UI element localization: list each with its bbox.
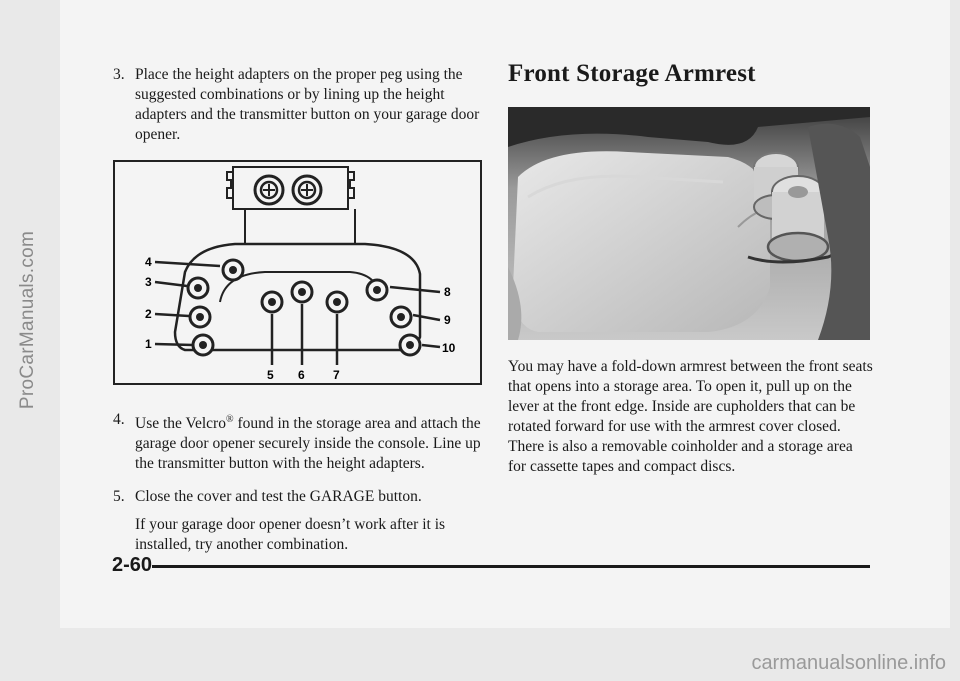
- transmitter-block: [233, 167, 348, 209]
- step-4-text-after: found in the storage area and attach the garage door opener securely inside the console. Line up the transmitter button with the height adapters.: [135, 415, 481, 473]
- diagram-label-2: 2: [145, 307, 152, 321]
- cupholder-right: [768, 176, 828, 261]
- step-4: [113, 410, 483, 474]
- diagram-label-8: 8: [444, 285, 451, 299]
- adapter-diagram-svg: [115, 162, 480, 383]
- transmitter-button-left: [255, 176, 283, 204]
- step-3-text: Place the height adapters on the proper peg using the suggested combinations or by lining up the height adapters and the transmitter button on your garage door opener.: [135, 66, 480, 143]
- diagram-label-7: 7: [333, 368, 340, 382]
- diagram-label-6: 6: [298, 368, 305, 382]
- step-5-number: 5.: [113, 488, 125, 505]
- step-4-text: [135, 410, 483, 474]
- bottom-watermark: carmanualsonline.info: [751, 652, 946, 674]
- page-number: 2-60: [112, 554, 153, 576]
- transmitter-button-right: [293, 176, 321, 204]
- height-adapter-diagram: [113, 160, 482, 385]
- step-3: [113, 65, 483, 145]
- diagram-label-9: 9: [444, 313, 451, 327]
- diagram-label-10: 10: [442, 341, 456, 355]
- step-4-number: 4.: [113, 411, 125, 428]
- step-4-text-before: Use the Velcro: [135, 415, 226, 433]
- step-5: [113, 487, 483, 507]
- section-heading: Front Storage Armrest: [508, 60, 756, 87]
- step-3-number: 3.: [113, 66, 125, 83]
- step-5-text: Close the cover and test the GARAGE button.: [135, 488, 422, 505]
- armrest-photo: [508, 107, 870, 340]
- side-watermark-text: ProCarManuals.com: [17, 230, 38, 410]
- armrest-photo-illustration: [508, 107, 870, 340]
- troubleshoot-note: If your garage door opener doesn’t work after it is installed, try another combination.: [135, 516, 446, 553]
- footer-rule: [152, 565, 870, 568]
- diagram-label-5: 5: [267, 368, 274, 382]
- diagram-label-1: 1: [145, 337, 152, 351]
- registered-mark: ®: [225, 414, 234, 425]
- diagram-label-4: 4: [145, 255, 152, 269]
- armrest-description: You may have a fold-down armrest between the front seats that opens into a storage area. To open it, pull up on the lever at the front edge. Inside are cupholders that can be rotated forward for use with the armrest cover closed. There is also a removable coinholder and a storage area for cassette tapes and compact discs.: [508, 358, 873, 475]
- side-watermark: [8, 60, 48, 580]
- diagram-label-3: 3: [145, 275, 152, 289]
